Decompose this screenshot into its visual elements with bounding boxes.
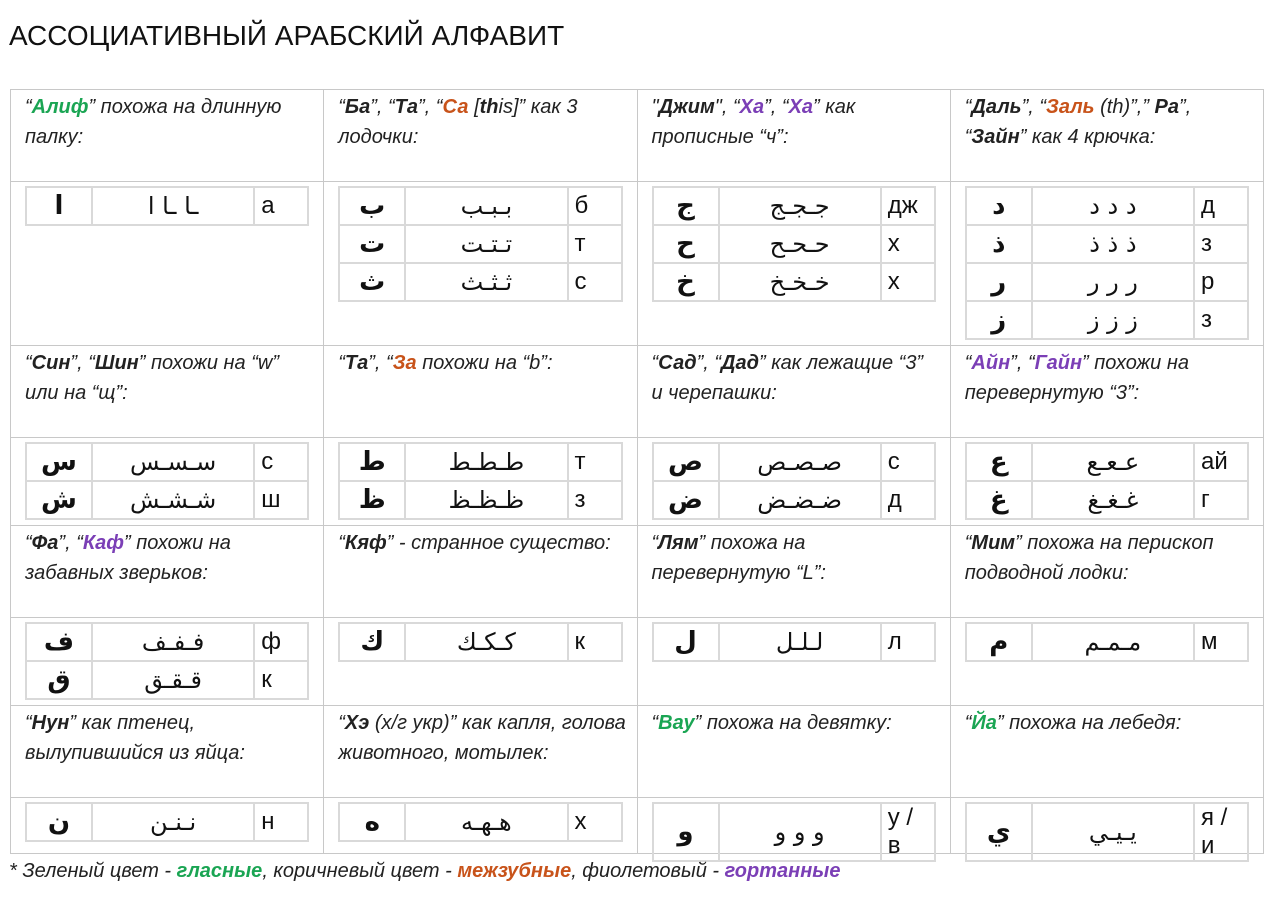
letter-table-cell	[11, 438, 324, 526]
highlighted-letter-name: Даль	[971, 96, 1022, 118]
table-row	[26, 481, 308, 519]
letter-forms: خـخـخ	[719, 263, 881, 301]
table-row	[653, 187, 935, 225]
band-4	[11, 706, 1264, 859]
cyrillic-sound: з	[1194, 225, 1248, 263]
letter-forms-table	[652, 622, 936, 662]
table-row	[653, 623, 935, 661]
letter-forms: كـكـك	[405, 623, 567, 661]
highlighted-letter-name: гласные	[176, 860, 263, 882]
description-text: “	[964, 96, 972, 118]
letter-forms-table	[652, 186, 936, 302]
highlighted-letter-name: Зайн	[971, 126, 1020, 148]
table-row	[26, 661, 308, 699]
cyrillic-sound: г	[1194, 481, 1248, 519]
cyrillic-sound: я / и	[1194, 803, 1248, 861]
description-text: ” - странное существо:	[386, 532, 611, 554]
description-text: похожи на “b”:	[416, 352, 553, 374]
letter-forms-table	[965, 622, 1249, 662]
highlighted-letter-name: За	[392, 352, 417, 374]
group-description	[324, 90, 637, 182]
cyrillic-sound: л	[881, 623, 935, 661]
description-text: ”, “	[418, 96, 443, 118]
group-description	[951, 526, 1264, 618]
highlighted-letter-name: Син	[31, 352, 71, 374]
table-row	[26, 187, 308, 225]
letter-forms-table	[338, 622, 622, 662]
letter-forms: عـعـع	[1032, 443, 1194, 481]
group-description	[11, 706, 324, 798]
highlighted-letter-name: Ха	[788, 96, 814, 118]
highlighted-letter-name: Йа	[971, 712, 997, 734]
isolated-letter: خ	[653, 263, 719, 301]
letter-forms: سـسـس	[92, 443, 254, 481]
cyrillic-sound: ай	[1194, 443, 1248, 481]
table-row	[339, 623, 621, 661]
cyrillic-sound: с	[568, 263, 622, 301]
isolated-letter: ح	[653, 225, 719, 263]
table-row	[966, 443, 1248, 481]
highlighted-letter-name: гортанные	[724, 860, 841, 882]
page-title: АССОЦИАТИВНЫЙ АРАБСКИЙ АЛФАВИТ	[9, 20, 565, 51]
cyrillic-sound: с	[254, 443, 308, 481]
letter-table-cell	[324, 798, 637, 854]
cyrillic-sound: ф	[254, 623, 308, 661]
table-row	[966, 481, 1248, 519]
letter-forms: مـمـم	[1032, 623, 1194, 661]
isolated-letter: م	[966, 623, 1032, 661]
cyrillic-sound: д	[1194, 187, 1248, 225]
group-description	[951, 706, 1264, 798]
group-description	[11, 90, 324, 182]
group-description	[11, 526, 324, 618]
isolated-letter: غ	[966, 481, 1032, 519]
group-description	[638, 346, 951, 438]
description-text: ” как птенец, вылупившийся из яйца:	[25, 712, 245, 764]
highlighted-letter-name: Хэ	[344, 712, 370, 734]
isolated-letter: ا	[26, 187, 92, 225]
letter-forms: قـقـق	[92, 661, 254, 699]
description-text: ” похожа на перевернутую “L”:	[651, 532, 826, 584]
description-text: ”, “	[1010, 352, 1035, 374]
highlighted-letter-name: Са	[442, 96, 469, 118]
table-row	[653, 443, 935, 481]
description-text: “	[25, 712, 32, 734]
letter-table-cell	[638, 182, 951, 346]
letter-forms-table	[965, 186, 1249, 340]
letter-forms: ـا ـا ا	[92, 187, 254, 225]
letter-table-cell	[951, 182, 1264, 346]
letter-forms: فـفـف	[92, 623, 254, 661]
cyrillic-sound: т	[568, 443, 622, 481]
description-text: “	[25, 532, 32, 554]
isolated-letter: ي	[966, 803, 1032, 861]
letter-forms: هـهـه	[405, 803, 567, 841]
description-text: ” похожа на лебедя:	[996, 712, 1182, 734]
letter-forms: ز ز ز	[1032, 301, 1194, 339]
description-text: is]” как 3 лодочки:	[338, 96, 578, 148]
letter-forms: د د د	[1032, 187, 1194, 225]
highlighted-letter-name: Вау	[658, 712, 695, 734]
table-row	[653, 263, 935, 301]
highlighted-letter-name: Каф	[82, 532, 124, 554]
letter-forms: ر ر ر	[1032, 263, 1194, 301]
table-row	[26, 623, 308, 661]
letter-table-cell	[11, 798, 324, 854]
table-row	[26, 443, 308, 481]
description-text: ” как 4 крючка:	[1019, 126, 1156, 148]
description-text: “	[651, 532, 659, 554]
description-text: ”, “	[70, 352, 95, 374]
description-text: ” похожа на перископ подводной лодки:	[964, 532, 1214, 584]
band-2	[11, 346, 1264, 526]
cyrillic-sound: к	[254, 661, 308, 699]
group-description	[11, 346, 324, 438]
highlighted-letter-name: Айн	[971, 352, 1011, 374]
highlighted-letter-name: Та	[344, 352, 369, 374]
table-row	[966, 263, 1248, 301]
description-text: “	[25, 352, 32, 374]
isolated-letter: س	[26, 443, 92, 481]
group-description	[324, 346, 637, 438]
description-text: ” похожи на перевернутую “3”:	[964, 352, 1189, 404]
alphabet-grid	[10, 89, 1264, 859]
table-row	[966, 301, 1248, 339]
letter-forms-table	[652, 442, 936, 520]
highlighted-letter-name: Ра	[1154, 96, 1180, 118]
description-text: “	[338, 532, 345, 554]
highlighted-letter-name: Кяф	[344, 532, 387, 554]
highlighted-letter-name: Та	[394, 96, 418, 118]
isolated-letter: ث	[339, 263, 405, 301]
table-row	[966, 623, 1248, 661]
description-text: ” как лежащие “3” и черепашки:	[651, 352, 924, 404]
group-description	[951, 90, 1264, 182]
letter-forms-table	[25, 622, 309, 700]
isolated-letter: ص	[653, 443, 719, 481]
cyrillic-sound: к	[568, 623, 622, 661]
description-text: “	[964, 712, 972, 734]
letter-forms: تـتـت	[405, 225, 567, 263]
highlighted-letter-name: межзубные	[457, 860, 572, 882]
highlighted-letter-name: Сад	[658, 352, 697, 374]
description-text: ” как прописные “ч”:	[651, 96, 856, 148]
letter-forms-table	[965, 802, 1249, 862]
isolated-letter: ش	[26, 481, 92, 519]
description-text: “	[964, 532, 972, 554]
band-1	[11, 90, 1264, 346]
letter-forms: ذ ذ ذ	[1032, 225, 1194, 263]
letter-forms-table	[25, 442, 309, 520]
description-text: , коричневый цвет -	[262, 860, 458, 882]
legend-footnote	[9, 860, 841, 883]
cyrillic-sound: с	[881, 443, 935, 481]
isolated-letter: د	[966, 187, 1032, 225]
group-description	[951, 346, 1264, 438]
isolated-letter: ع	[966, 443, 1032, 481]
table-row	[653, 803, 935, 861]
table-row	[339, 481, 621, 519]
description-text: “	[651, 352, 659, 374]
cyrillic-sound: ш	[254, 481, 308, 519]
highlighted-letter-name: th	[479, 96, 499, 118]
group-description	[638, 706, 951, 798]
description-text: “	[338, 96, 345, 118]
description-text: ”, “	[58, 532, 83, 554]
cyrillic-sound: дж	[881, 187, 935, 225]
letter-table-cell	[11, 618, 324, 706]
letter-forms: لـلـل	[719, 623, 881, 661]
letter-forms: نـنـن	[92, 803, 254, 841]
letter-forms: يـيـي	[1032, 803, 1194, 861]
letter-table-cell	[638, 618, 951, 706]
isolated-letter: ل	[653, 623, 719, 661]
description-text: (х/г укр)” как капля, голова животного, мотылек:	[338, 712, 626, 764]
letter-table-cell	[951, 438, 1264, 526]
cyrillic-sound: з	[1194, 301, 1248, 339]
isolated-letter: ب	[339, 187, 405, 225]
highlighted-letter-name: Гайн	[1034, 352, 1083, 374]
description-text: [	[468, 96, 480, 118]
description-text: ”, “	[370, 96, 395, 118]
description-text: ” похожи на забавных зверьков:	[25, 532, 231, 584]
letter-forms: و و و	[719, 803, 881, 861]
table-row	[339, 187, 621, 225]
isolated-letter: ز	[966, 301, 1032, 339]
description-text: ”, “	[368, 352, 393, 374]
table-row	[339, 803, 621, 841]
table-row	[339, 443, 621, 481]
band-3	[11, 526, 1264, 706]
table-row	[966, 187, 1248, 225]
cyrillic-sound: з	[568, 481, 622, 519]
letter-forms: بـبـب	[405, 187, 567, 225]
description-text: "	[651, 96, 659, 118]
letter-forms-table	[338, 186, 622, 302]
description-text: ”, “	[764, 96, 789, 118]
description-text: “	[338, 352, 345, 374]
letter-table-cell	[638, 438, 951, 526]
cyrillic-sound: у / в	[881, 803, 935, 861]
description-text: , фиолетовый -	[571, 860, 725, 882]
description-text: * Зеленый цвет -	[9, 860, 177, 882]
cyrillic-sound: д	[881, 481, 935, 519]
cyrillic-sound: б	[568, 187, 622, 225]
letter-forms: حـحـح	[719, 225, 881, 263]
group-description	[324, 526, 637, 618]
letter-table-cell	[951, 618, 1264, 706]
table-row	[653, 481, 935, 519]
highlighted-letter-name: Джим	[658, 96, 715, 118]
highlighted-letter-name: Алиф	[31, 96, 89, 118]
cyrillic-sound: а	[254, 187, 308, 225]
letter-forms-table	[25, 802, 309, 842]
description-text: “	[338, 712, 345, 734]
letter-table-cell	[638, 798, 951, 859]
description-text: ”, “	[696, 352, 722, 374]
isolated-letter: ف	[26, 623, 92, 661]
group-description	[638, 526, 951, 618]
description-text: “	[25, 96, 32, 118]
table-row	[339, 263, 621, 301]
letter-forms: ظـظـظ	[405, 481, 567, 519]
isolated-letter: ط	[339, 443, 405, 481]
isolated-letter: ج	[653, 187, 719, 225]
isolated-letter: ك	[339, 623, 405, 661]
highlighted-letter-name: Нун	[31, 712, 70, 734]
cyrillic-sound: н	[254, 803, 308, 841]
isolated-letter: و	[653, 803, 719, 861]
letter-forms-table	[25, 186, 309, 226]
table-row	[339, 225, 621, 263]
letter-forms: غـغـغ	[1032, 481, 1194, 519]
description-text: ”, “	[964, 96, 1192, 148]
highlighted-letter-name: Мим	[971, 532, 1016, 554]
letter-table-cell	[324, 182, 637, 346]
group-description	[638, 90, 951, 182]
letter-forms-table	[965, 442, 1249, 520]
letter-forms: صـصـص	[719, 443, 881, 481]
highlighted-letter-name: Ха	[739, 96, 765, 118]
isolated-letter: ه	[339, 803, 405, 841]
highlighted-letter-name: Ба	[344, 96, 371, 118]
table-row	[653, 225, 935, 263]
letter-forms: شـشـش	[92, 481, 254, 519]
cyrillic-sound: х	[881, 263, 935, 301]
description-text: ” похожа на девятку:	[694, 712, 892, 734]
highlighted-letter-name: Заль	[1046, 96, 1095, 118]
letter-table-cell	[11, 182, 324, 346]
cyrillic-sound: м	[1194, 623, 1248, 661]
isolated-letter: ر	[966, 263, 1032, 301]
cyrillic-sound: р	[1194, 263, 1248, 301]
isolated-letter: ذ	[966, 225, 1032, 263]
highlighted-letter-name: Лям	[658, 532, 699, 554]
description-text: “	[964, 352, 972, 374]
table-row	[26, 803, 308, 841]
highlighted-letter-name: Дад	[721, 352, 759, 374]
letter-forms-table	[338, 802, 622, 842]
description-text: ", “	[714, 96, 740, 118]
isolated-letter: ظ	[339, 481, 405, 519]
isolated-letter: ت	[339, 225, 405, 263]
letter-table-cell	[324, 618, 637, 706]
description-text: ” похожи на “w” или на “щ”:	[25, 352, 280, 404]
letter-forms: طـطـط	[405, 443, 567, 481]
highlighted-letter-name: Фа	[31, 532, 59, 554]
letter-table-cell	[324, 438, 637, 526]
description-text: ” похожа на длинную палку:	[25, 96, 282, 148]
cyrillic-sound: х	[881, 225, 935, 263]
highlighted-letter-name: Шин	[94, 352, 139, 374]
description-text: ”, “	[1021, 96, 1046, 118]
letter-forms: ضـضـض	[719, 481, 881, 519]
letter-forms-table	[338, 442, 622, 520]
table-row	[966, 225, 1248, 263]
isolated-letter: ن	[26, 803, 92, 841]
letter-forms-table	[652, 802, 936, 862]
table-row	[966, 803, 1248, 861]
letter-table-cell	[951, 798, 1264, 859]
description-text: “	[651, 712, 659, 734]
isolated-letter: ق	[26, 661, 92, 699]
description-text: (th)”,”	[1094, 96, 1155, 118]
letter-forms: ثـثـث	[405, 263, 567, 301]
isolated-letter: ض	[653, 481, 719, 519]
letter-forms: جـجـج	[719, 187, 881, 225]
group-description	[324, 706, 637, 798]
cyrillic-sound: х	[568, 803, 622, 841]
cyrillic-sound: т	[568, 225, 622, 263]
